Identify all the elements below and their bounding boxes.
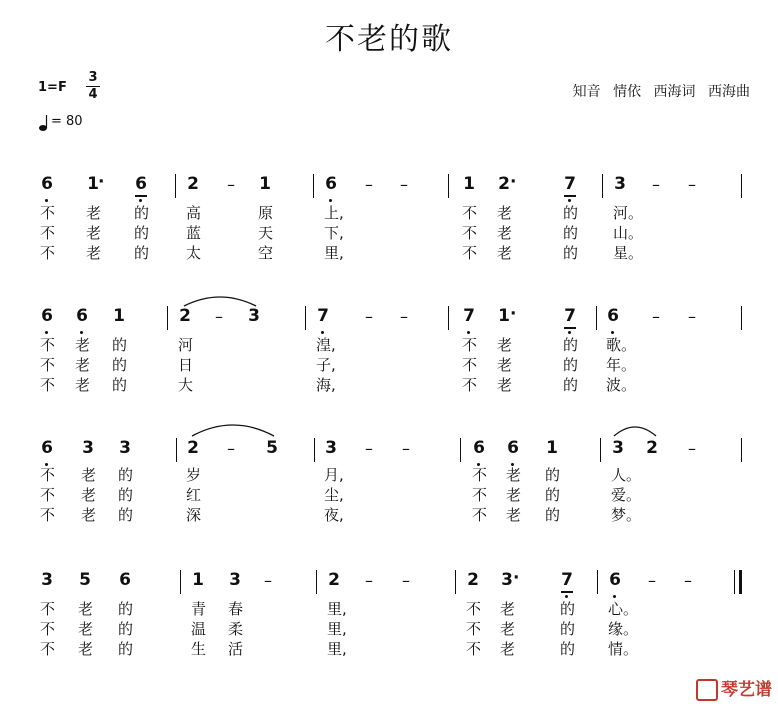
time-signature-bottom: 4 <box>88 87 98 102</box>
credit-1: 知音 <box>572 84 601 100</box>
lyric: 的 <box>560 640 576 658</box>
lyric: 海, <box>316 376 336 394</box>
lyric: 不 <box>40 244 56 262</box>
lyric: 的 <box>118 506 134 524</box>
lyric: 不 <box>462 224 478 242</box>
bar-line <box>455 570 456 594</box>
note: 1 <box>87 174 99 194</box>
lyric: 柔 <box>228 620 244 638</box>
lyric: 尘, <box>324 486 344 504</box>
note: 5 <box>266 438 278 458</box>
lyric: 河。 <box>613 204 644 222</box>
lyric: 的 <box>118 640 134 658</box>
note: 2 <box>187 438 199 458</box>
lyric: 老 <box>506 506 522 524</box>
dash: – <box>365 307 373 326</box>
lyric: 大 <box>178 376 194 394</box>
lyric: 不 <box>472 466 488 484</box>
score-row-4 <box>0 566 778 676</box>
bar-line <box>741 174 742 198</box>
lyric: 温 <box>191 620 207 638</box>
note: 1 <box>546 438 558 458</box>
lyric: 不 <box>40 486 56 504</box>
tempo-marking: = 80 <box>51 114 83 129</box>
note: 2 <box>498 174 510 194</box>
note: 3 <box>612 438 624 458</box>
dash: – <box>652 175 660 194</box>
note: 6 <box>41 174 53 194</box>
lyric: 的 <box>112 356 128 374</box>
bar-line <box>602 174 603 198</box>
dash: – <box>365 571 373 590</box>
augmentation-dot: · <box>510 172 517 192</box>
lyric: 不 <box>472 486 488 504</box>
lyric: 上, <box>324 204 344 222</box>
bar-line <box>305 306 306 330</box>
lyric: 老 <box>500 620 516 638</box>
dash: – <box>684 571 692 590</box>
lyric: 老 <box>497 336 513 354</box>
lyric: 老 <box>497 356 513 374</box>
note: 6 <box>325 174 337 194</box>
lyric: 的 <box>563 336 579 354</box>
lyric: 的 <box>134 204 150 222</box>
lyric: 里, <box>324 244 344 262</box>
lyric: 不 <box>40 376 56 394</box>
credit-4: 西海曲 <box>708 84 750 100</box>
lyric: 空 <box>258 244 274 262</box>
note: 1 <box>259 174 271 194</box>
lyric: 的 <box>563 244 579 262</box>
time-signature <box>86 71 100 102</box>
lyric: 原 <box>258 204 274 222</box>
lyric: 老 <box>75 356 91 374</box>
bar-line <box>600 438 601 462</box>
lyric: 的 <box>545 466 561 484</box>
slur-arc <box>182 292 258 308</box>
lyric: 的 <box>563 356 579 374</box>
note: 3 <box>248 306 260 326</box>
lyric: 里, <box>327 640 347 658</box>
lyric: 老 <box>86 244 102 262</box>
lyric: 不 <box>466 600 482 618</box>
final-bar-thin <box>734 570 735 594</box>
note: 3 <box>325 438 337 458</box>
lyric: 的 <box>118 600 134 618</box>
lyric: 心。 <box>608 600 639 618</box>
lyric: 天 <box>258 224 274 242</box>
lyric: 星。 <box>613 244 644 262</box>
note: 7 <box>564 174 576 194</box>
note: 1 <box>192 570 204 590</box>
dash: – <box>400 175 408 194</box>
lyric: 老 <box>78 640 94 658</box>
dash: – <box>400 307 408 326</box>
logo-icon <box>696 679 718 701</box>
time-signature-top: 3 <box>88 70 98 85</box>
dash: – <box>652 307 660 326</box>
lyric: 的 <box>545 486 561 504</box>
final-bar-thick <box>739 570 742 594</box>
lyric: 梦。 <box>611 506 642 524</box>
lyric: 的 <box>118 620 134 638</box>
dash: – <box>264 571 272 590</box>
lyric: 河 <box>178 336 194 354</box>
bar-line <box>314 438 315 462</box>
lyric: 不 <box>462 356 478 374</box>
note: 2 <box>179 306 191 326</box>
note: 3 <box>119 438 131 458</box>
lyric: 不 <box>40 224 56 242</box>
lyric: 的 <box>134 244 150 262</box>
credit-3: 西海词 <box>653 84 696 100</box>
lyric: 不 <box>40 640 56 658</box>
dash: – <box>648 571 656 590</box>
note: 3 <box>501 570 513 590</box>
lyric: 老 <box>81 506 97 524</box>
lyric: 春 <box>228 600 244 618</box>
note: 7 <box>564 306 576 326</box>
dash: – <box>688 439 696 458</box>
dash: – <box>402 571 410 590</box>
bar-line <box>448 174 449 198</box>
lyric: 夜, <box>324 506 344 524</box>
score-row-1 <box>0 170 778 280</box>
note: 6 <box>76 306 88 326</box>
lyric: 子, <box>316 356 336 374</box>
lyric: 老 <box>497 376 513 394</box>
note: 7 <box>317 306 329 326</box>
underline <box>135 195 147 197</box>
note: 2 <box>328 570 340 590</box>
slur-arc <box>612 422 658 438</box>
note: 6 <box>135 174 147 194</box>
slur-arc <box>190 420 276 438</box>
site-watermark <box>696 675 772 701</box>
lyric: 的 <box>560 620 576 638</box>
lyric: 老 <box>78 600 94 618</box>
note: 6 <box>119 570 131 590</box>
lyric: 青 <box>191 600 207 618</box>
underline <box>561 591 573 593</box>
lyric: 的 <box>563 204 579 222</box>
bar-line <box>741 306 742 330</box>
lyric: 不 <box>40 600 56 618</box>
note: 6 <box>507 438 519 458</box>
lyric: 不 <box>462 336 478 354</box>
lyric: 红 <box>186 486 202 504</box>
lyric: 情。 <box>608 640 639 658</box>
bar-line <box>316 570 317 594</box>
lyric: 不 <box>466 640 482 658</box>
lyric: 不 <box>40 204 56 222</box>
note: 6 <box>607 306 619 326</box>
lyric: 的 <box>563 224 579 242</box>
score-row-3 <box>0 434 778 544</box>
dash: – <box>688 307 696 326</box>
lyric: 老 <box>81 486 97 504</box>
lyric: 不 <box>466 620 482 638</box>
lyric: 月, <box>324 466 344 484</box>
bar-line <box>175 174 176 198</box>
dash: – <box>365 439 373 458</box>
lyric: 高 <box>186 204 202 222</box>
dash: – <box>227 439 235 458</box>
lyric: 不 <box>462 204 478 222</box>
lyric: 老 <box>75 336 91 354</box>
note: 2 <box>187 174 199 194</box>
lyric: 深 <box>186 506 202 524</box>
lyric: 缘。 <box>608 620 639 638</box>
note: 7 <box>463 306 475 326</box>
lyric: 的 <box>563 376 579 394</box>
note: 6 <box>609 570 621 590</box>
lyric: 老 <box>75 376 91 394</box>
lyric: 不 <box>462 376 478 394</box>
lyric: 老 <box>81 466 97 484</box>
dash: – <box>402 439 410 458</box>
note: 2 <box>646 438 658 458</box>
lyric: 的 <box>112 336 128 354</box>
lyric: 年。 <box>606 356 637 374</box>
note: 2 <box>467 570 479 590</box>
key-signature: 1=F <box>38 80 67 95</box>
lyric: 老 <box>78 620 94 638</box>
bar-line <box>596 306 597 330</box>
note: 6 <box>41 306 53 326</box>
bar-line <box>741 438 742 462</box>
lyric: 岁 <box>186 466 202 484</box>
lyric: 老 <box>86 204 102 222</box>
lyric: 不 <box>40 336 56 354</box>
lyric: 的 <box>545 506 561 524</box>
lyric: 不 <box>40 466 56 484</box>
lyric: 里, <box>327 600 347 618</box>
lyric: 老 <box>506 486 522 504</box>
lyric: 下, <box>324 224 344 242</box>
lyric: 老 <box>497 244 513 262</box>
lyric: 不 <box>40 620 56 638</box>
lyric: 的 <box>118 486 134 504</box>
bar-line <box>460 438 461 462</box>
score-row-2 <box>0 302 778 412</box>
lyric: 的 <box>112 376 128 394</box>
lyric: 歌。 <box>606 336 637 354</box>
lyric: 不 <box>462 244 478 262</box>
note: 3 <box>41 570 53 590</box>
augmentation-dot: · <box>98 172 105 192</box>
lyric: 活 <box>228 640 244 658</box>
lyric: 老 <box>86 224 102 242</box>
augmentation-dot: · <box>513 568 520 588</box>
note: 6 <box>473 438 485 458</box>
bar-line <box>448 306 449 330</box>
lyric: 爱。 <box>611 486 642 504</box>
lyric: 老 <box>500 600 516 618</box>
underline <box>564 195 576 197</box>
note: 1 <box>113 306 125 326</box>
lyric: 湟, <box>316 336 336 354</box>
dash: – <box>365 175 373 194</box>
lyric: 生 <box>191 640 207 658</box>
lyric: 的 <box>134 224 150 242</box>
song-title: 不老的歌 <box>325 22 453 57</box>
lyric: 老 <box>506 466 522 484</box>
lyric: 波。 <box>606 376 637 394</box>
bar-line <box>180 570 181 594</box>
watermark-text: 琴艺谱 <box>721 680 772 700</box>
lyric: 不 <box>40 356 56 374</box>
lyric: 老 <box>500 640 516 658</box>
lyric: 的 <box>118 466 134 484</box>
note: 6 <box>41 438 53 458</box>
note: 1 <box>463 174 475 194</box>
note: 3 <box>229 570 241 590</box>
credit-2: 情依 <box>613 84 642 100</box>
dash: – <box>688 175 696 194</box>
bar-line <box>597 570 598 594</box>
dash: – <box>227 175 235 194</box>
underline <box>564 327 576 329</box>
lyric: 太 <box>186 244 202 262</box>
lyric: 老 <box>497 204 513 222</box>
augmentation-dot: · <box>510 304 517 324</box>
bar-line <box>167 306 168 330</box>
note: 7 <box>561 570 573 590</box>
lyric: 里, <box>327 620 347 638</box>
lyric: 日 <box>178 356 194 374</box>
lyric: 老 <box>497 224 513 242</box>
note: 1 <box>498 306 510 326</box>
lyric: 不 <box>472 506 488 524</box>
lyric: 不 <box>40 506 56 524</box>
credits <box>565 81 750 101</box>
bar-line <box>313 174 314 198</box>
lyric: 山。 <box>613 224 644 242</box>
dash: – <box>215 307 223 326</box>
note: 3 <box>614 174 626 194</box>
note: 3 <box>82 438 94 458</box>
lyric: 蓝 <box>186 224 202 242</box>
lyric: 的 <box>560 600 576 618</box>
bar-line <box>176 438 177 462</box>
note: 5 <box>79 570 91 590</box>
lyric: 人。 <box>611 466 642 484</box>
